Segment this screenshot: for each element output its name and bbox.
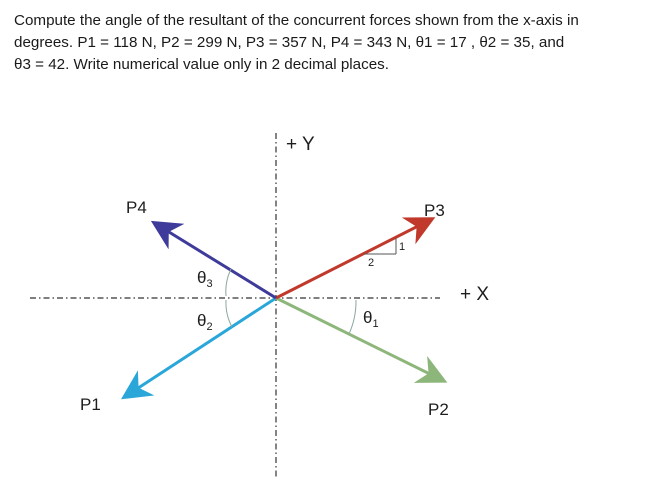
problem-line-3: θ3 = 42. Write numerical value only in 2 decimal places. [14,56,389,73]
force-p4-vector [156,224,276,298]
force-p1-label: P1 [80,395,101,414]
force-p3-label: P3 [424,201,445,220]
force-p4-label: P4 [126,198,147,217]
slope-rise-label: 1 [399,241,406,253]
theta3-arc [226,269,231,296]
y-axis-label: + Y [286,134,315,155]
slope-run-label: 2 [368,257,375,269]
problem-line-2: degrees. P1 = 118 N, P2 = 299 N, P3 = 357 N, P4 = 343 N, θ1 = 17 , θ2 = 35, and [14,34,565,51]
theta1-label: $\theta_1$ [363,308,379,330]
theta2-label: $\theta_2$ [197,311,213,333]
force-p2-label: P2 [428,400,449,419]
problem-line-1: Compute the angle of the resultant of the concurrent forces shown from the x-axis in [14,12,579,29]
force-p3-vector [276,220,430,298]
theta3-label: $\theta_3$ [197,268,213,290]
x-axis-label: + X [460,284,490,305]
theta1-arc [349,300,356,334]
force-p2-vector [276,298,442,380]
theta2-arc [226,300,232,327]
